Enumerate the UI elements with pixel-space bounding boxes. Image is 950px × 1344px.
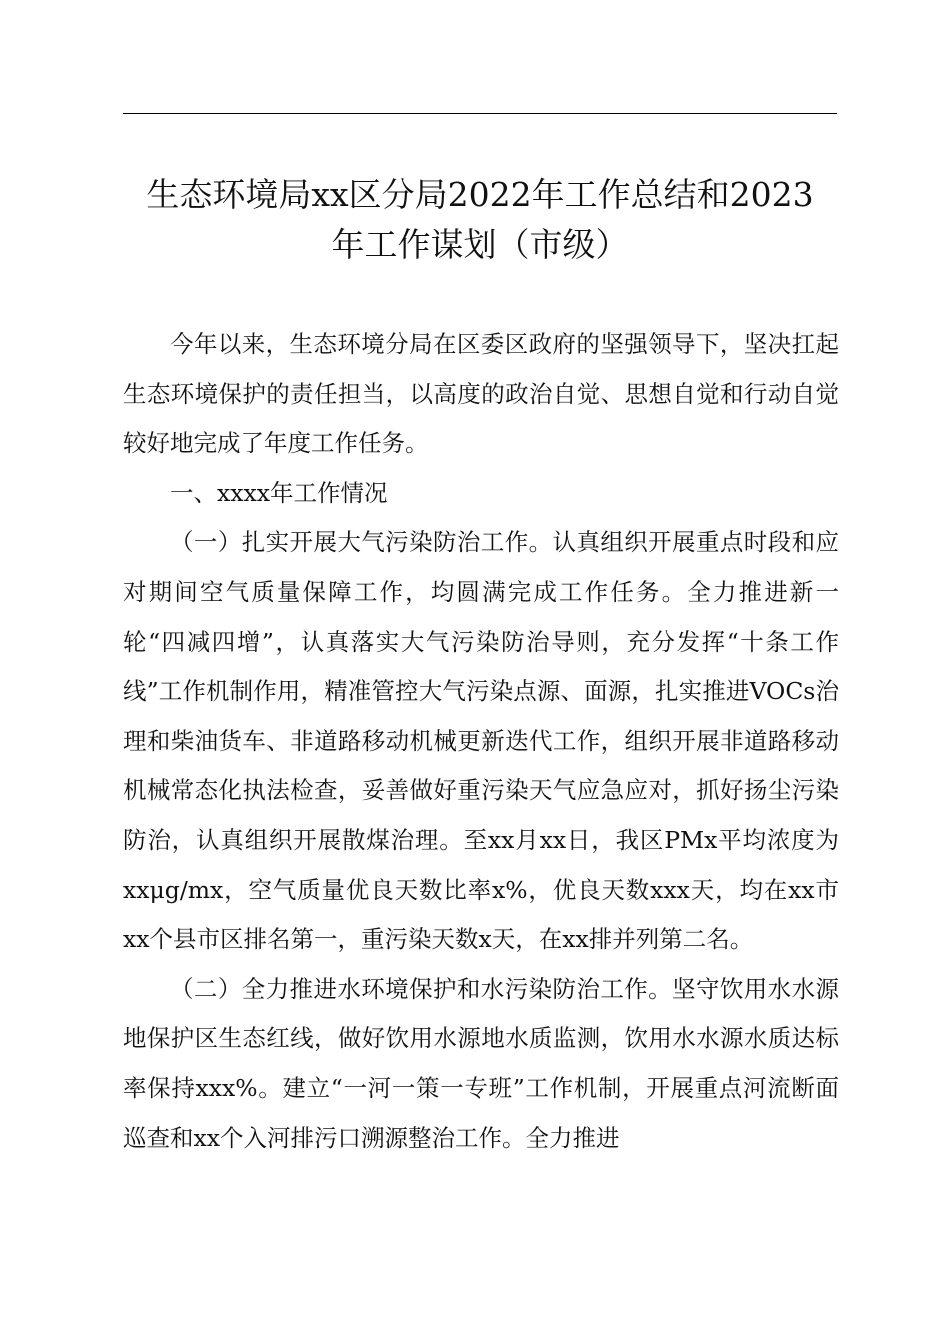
- document-title: [120, 170, 840, 270]
- header-rule: [123, 113, 837, 114]
- title-line-1: 生态环境局xx区分局2022年工作总结和2023: [146, 175, 814, 214]
- title-line-2: 年工作谋划（市级）: [331, 225, 629, 264]
- document-body: [123, 320, 839, 1163]
- intro-paragraph: 今年以来，生态环境分局在区委区政府的坚强领导下，坚决扛起生态环境保护的责任担当，以高度的政治自觉、思想自觉和行动自觉较好地完成了年度工作任务。: [123, 330, 839, 458]
- section-heading: 一、xxxx年工作情况: [170, 478, 388, 507]
- water-pollution-paragraph: （二）全力推进水环境保护和水污染防治工作。坚守饮用水水源地保护区生态红线，做好饮用水源地水质监测，饮用水水源水质达标率保持xxx%。建立“一河一策一专班”工作机制，开展重点河流断面巡查和xx个入河排污口溯源整治工作。全力推进: [123, 974, 839, 1152]
- air-pollution-paragraph: （一）扎实开展大气污染防治工作。认真组织开展重点时段和应对期间空气质量保障工作，均圆满完成工作任务。全力推进新一轮“四减四增”，认真落实大气污染防治导则，充分发挥“十条工作线”工作机制作用，精准管控大气污染点源、面源，扎实推进VOCs治理和柴油货车、非道路移动机械更新迭代工作，组织开展非道路移动机械常态化执法检查，妥善做好重污染天气应急应对，抓好扬尘污染防治，认真组织开展散煤治理。至xx月xx日，我区PMx平均浓度为xxμg/mx，空气质量优良天数比率x%，优良天数xxx天，均在xx市xx个县市区排名第一，重污染天数x天，在xx排并列第二名。: [123, 528, 839, 954]
